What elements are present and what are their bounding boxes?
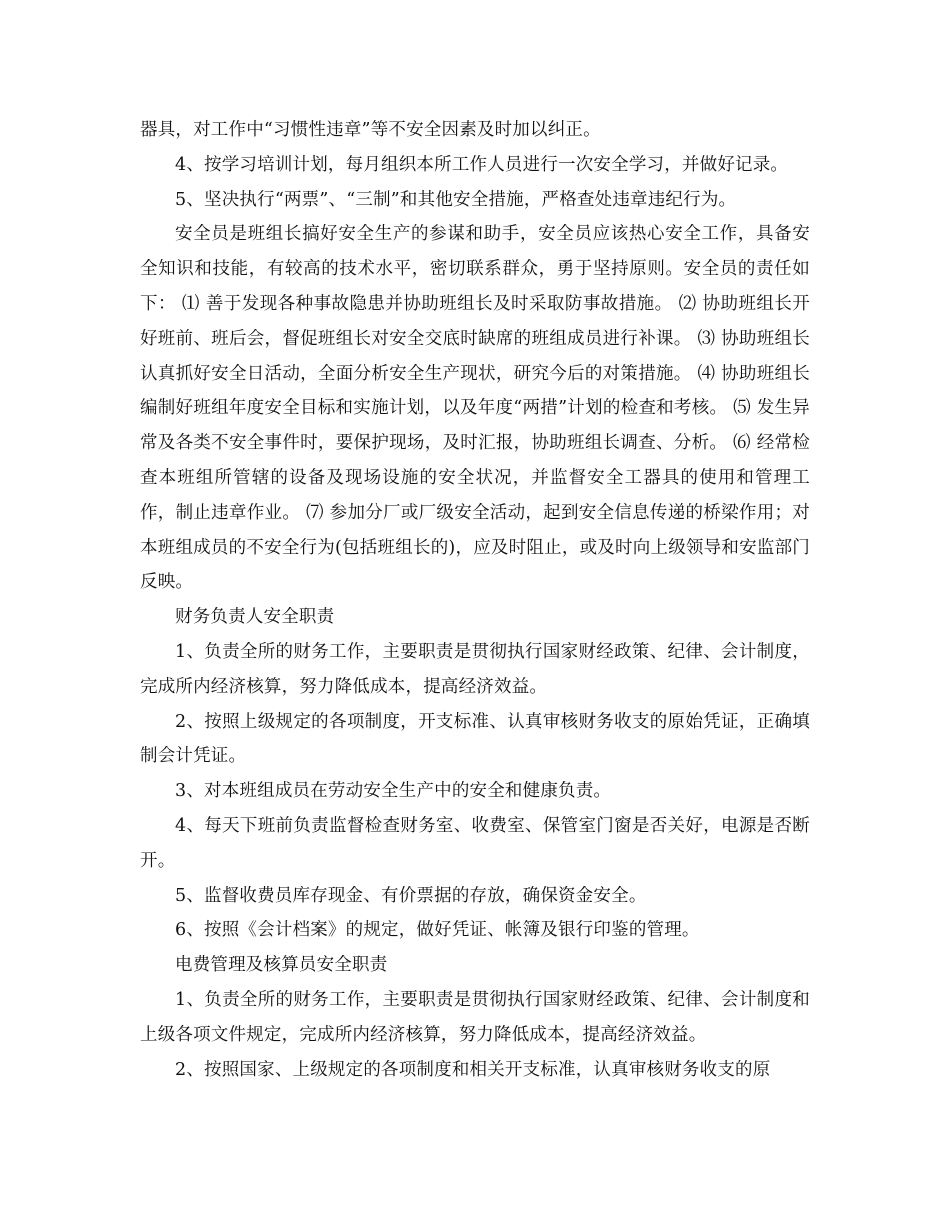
paragraph-finance-2: 2、按照上级规定的各项制度，开支标准、认真审核财务收支的原始凭证，正确填制会计凭证。 <box>140 711 810 767</box>
paragraph-billing-2: 2、按照国家、上级规定的各项制度和相关开支标准，认真审核财务收支的原 <box>175 1059 771 1080</box>
paragraph-item-4: 4、按学习培训计划，每月组织本所工作人员进行一次安全学习，并做好记录。 <box>175 154 789 175</box>
paragraph-finance-5: 5、监督收费员库存现金、有价票据的存放，确保资金安全。 <box>175 885 647 906</box>
section-heading-finance: 财务负责人安全职责 <box>175 607 335 628</box>
paragraph-finance-6: 6、按照《会计档案》的规定，做好凭证、帐簿及银行印鉴的管理。 <box>175 920 700 941</box>
paragraph-safety-officer: 安全员是班组长搞好安全生产的参谋和助手，安全员应该热心安全工作，具备安全知识和技能，有较高的技术水平，密切联系群众，勇于坚持原则。安全员的责任如下： ⑴ 善于发现各种事故隐患并协助班组长及时采取防事故措施。 ⑵ 协助班组长开好班前、班后会，督促班组长对安全交底时缺席的班组成员进行补课。 ⑶ 协助班组长认真抓好安全日活动，全面分析安全生产现状，研究今后的对策措施。 ⑷ 协助班组长编制好班组年度安全目标和实施计划，以及年度“两措”计划的检查和考核。 ⑸ 发生异常及各类不安全事件时，要保护现场，及时汇报，协助班组长调查、分析。 ⑹ 经常检查本班组所管辖的设备及现场设施的安全状况，并监督安全工器具的使用和管理工作，制止违章作业。 ⑺ 参加分厂或厂级安全活动，起到安全信息传递的桥梁作用；对本班组成员的不安全行为(包括班组长的)，应及时阻止，或及时向上级领导和安监部门反映。 <box>140 224 810 593</box>
paragraph-finance-1: 1、负责全所的财务工作，主要职责是贯彻执行国家财经政策、纪律、会计制度，完成所内经济核算，努力降低成本，提高经济效益。 <box>140 641 810 697</box>
document-body <box>140 113 810 1087</box>
paragraph-continuation: 器具，对工作中“习惯性违章”等不安全因素及时加以纠正。 <box>140 120 601 140</box>
paragraph-finance-3: 3、对本班组成员在劳动安全生产中的安全和健康负责。 <box>175 781 612 802</box>
paragraph-item-5: 5、坚决执行“两票”、“三制”和其他安全措施，严格查处违章违纪行为。 <box>175 189 737 210</box>
paragraph-finance-4: 4、每天下班前负责监督检查财务室、收费室、保管室门窗是否关好，电源是否断开。 <box>140 815 810 871</box>
paragraph-billing-1: 1、负责全所的财务工作，主要职责是贯彻执行国家财经政策、纪律、会计制度和上级各项文件规定，完成所内经济核算，努力降低成本，提高经济效益。 <box>140 989 810 1045</box>
section-heading-billing: 电费管理及核算员安全职责 <box>175 955 388 976</box>
